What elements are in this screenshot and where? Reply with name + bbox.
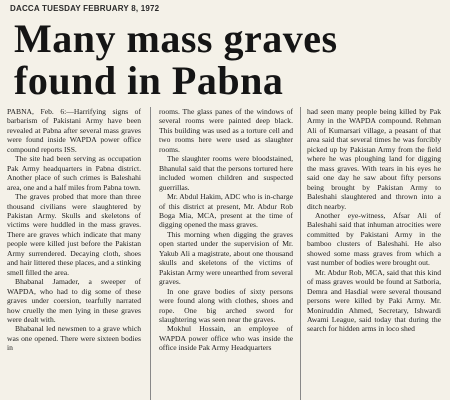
article-paragraph: Mr. Abdur Rob, MCA, said that this kind of mass graves would be found at Satboria, Demra and Hasdial were several thousand persons were killed by Paki Army. Mr. Moniruddin Ahmed, Secretary, Ishwardi Awami League, said today that during the search for hidden arms in loco shed [307,267,441,334]
dateline: DACCA TUESDAY FEBRUARY 8, 1972 [10,4,160,13]
article-paragraph: Bhabanal led newsmen to a grave which was one opened. There were sixteen bodies in [7,324,141,353]
article-paragraph: This morning when digging the graves open started under the supervision of Mr. Yakub Ali a magistrate, about one thousand skulls and skeletons of the victims of Pakistan Army were unearthed from several graves. [159,229,293,287]
article-paragraph: had seen many people being killed by Pak Army in the WAPDA compound. Rehman Ali of Kumarsari village, a peasant of that area said that several times he was forcibly picked up by Pakistan Army from the field where he was ploughing land for digging the mass graves. With tears in his eyes he said one day he saw about fifty persons being brought by Pakistan Army to Baleshahi slaughtered and thrown into a ditch nearby. [307,107,441,211]
article-column-2 [159,107,293,400]
article-paragraph: The slaughter rooms were bloodstained, Bhanulal said that the persons tortured here included women children and suspected guerrillas. [159,154,293,192]
column-divider [150,107,151,400]
column-divider [300,107,301,400]
article-paragraph: The site had been serving as occupation Pak Army headquarters in Pabna district. Another place of such crimes is Baleshahi area, one and a half miles from Pabna town. [7,154,141,192]
article-paragraph: rooms. The glass panes of the windows of several rooms were painted deep black. This building was used as a torture cell and two rooms here were used as slaughter rooms. [159,107,293,154]
article-paragraph: PABNA, Feb. 6:—Harrifying signs of barbarism of Pakistani Army have been revealed at Pabna after several mass graves were found inside WAPDA power office compound reports ISS. [7,107,141,154]
article-paragraph: Another eye-witness, Afsar Ali of Baleshahi said that inhuman atrocities were committed by Pakistani Army in the bamboo clusters of Baleshahi. He also showed some mass graves from which a vast number of bodies were brought out. [307,210,441,268]
article-paragraph: Mr. Abdul Hakim, ADC who is in-charge of this district at present, Mr. Abdur Rob Boga Mia, MCA, present at the time of digging opened the mass graves. [159,192,293,230]
headline-line-1: Many mass graves [14,16,338,61]
article-paragraph: Mokhul Hossain, an employee of WAPDA power office who was inside the office inside Pak Army Headquarters [159,324,293,353]
article-column-3 [307,107,441,400]
article-paragraph: In one grave bodies of sixty persons were found along with clothes, shoes and rope. One big arched sword for slaughtering was seen near the graves. [159,286,293,324]
headline-line-2: found in Pabna [14,58,284,103]
article-paragraph: The graves probed that more than three thousand civilians were slaughtered by Pakistan Army. Skulls and skeletons of victims were huddled in the mass graves. There are graves which indicate that many people were killed just before the Pakistan Army surrendered. Decaying cloth, shoes and hair littered these places, and a stinking smell filled the area. [7,192,141,277]
article-column-1 [7,107,141,400]
article-paragraph: Bhabanal Jamader, a sweeper of WAPDA, who had to dig some of these graves under coersion, tearfully narrated how cruelly the men lying in these graves were dealt with. [7,277,141,324]
headline [14,18,446,102]
